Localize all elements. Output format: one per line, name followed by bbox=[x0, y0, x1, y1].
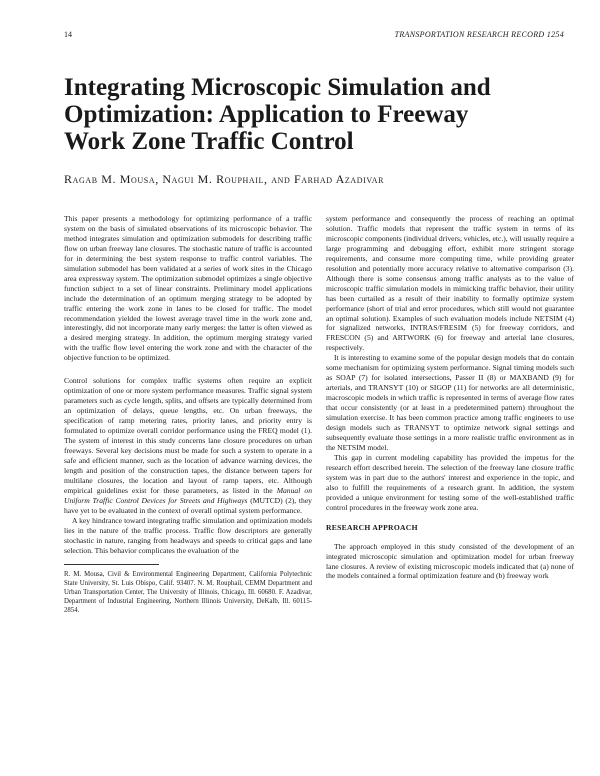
body-paragraph: A key hindrance toward integrating traffic simulation and optimization models lies in the nature of the traffic process. Traffic flow descriptors are generally stochastic in nature, ranging from headways and speeds to critical gaps and lane selection. This behavior complicates the evaluation of the bbox=[64, 515, 312, 555]
title-line: Integrating Microscopic Simulation and bbox=[64, 74, 491, 101]
manual-title: Manual on Uniform Traffic Control Devices for Streets and Highways bbox=[64, 485, 312, 505]
journal-header: TRANSPORTATION RESEARCH RECORD 1254 bbox=[394, 30, 564, 39]
title-line: Optimization: Application to Freeway bbox=[64, 101, 469, 128]
footnote-divider bbox=[64, 564, 159, 565]
section-heading: RESEARCH APPROACH bbox=[326, 522, 418, 532]
abstract: This paper presents a methodology for optimizing performance of a traffic system on the basis of simulated observations of its microscopic behavior. The method integrates simulation and optimization submodels for describing traffic flow on urban freeway lane closures. The stochastic nature of traffic is accounted for in determining the best system response to traffic control variables. The simulation submodel has been validated at a series of work sites in the Chicago area expressway system. The optimization submodel optimizes a single objective function subject to a set of linear constraints. Preliminary model applications include the determination of an optimum merging strategy to be adopted by traffic entering the work zone in lanes to be closed for traffic. The model recommendation yielded the lowest average travel time in the work zone and, interestingly, did not incorporate many early merges: the latter is often viewed as a desired merging strategy. In addition, the optimum merging strategy varied with the traffic flow level entering the work zone and with the character of the objective function to be optimized. bbox=[64, 214, 312, 363]
page-number: 14 bbox=[64, 30, 72, 39]
left-column bbox=[64, 214, 312, 616]
paper-title bbox=[64, 74, 564, 155]
paragraph-text: (MUTCD) (2), they have yet to be evaluated in the context of overall optimal system performance. bbox=[64, 495, 312, 515]
author-affiliation-footnote: R. M. Mousa, Civil & Environmental Engineering Department, California Polytechnic State University, St. Luis Obispo, Calif. 93407. N. M. Rouphail, CEMM Department and Urban Transportation Center, The University of Illinois, Chicago, Ill. 60680. F. Azadivar, Department of Industrial Engineering, Northern Illinois University, DeKalb, Ill. 60115-2854. bbox=[64, 571, 312, 615]
body-paragraph: This gap in current modeling capability has provided the impetus for the research effort described herein. The selection of the freeway lane closure traffic system was in part due to the authors' interest and experience in the topic, and also to fulfill the requirements of a research grant. In addition, the system provided a unique environment for testing some of the well-established traffic control procedures in the freeway work zone area. bbox=[326, 452, 574, 512]
paragraph-text: Control solutions for complex traffic systems often require an explicit optimization of one or more system performance measures. Traffic signal system parameters such as cycle length, splits, and offsets are typically determined from an optimization of delays, queue lengths, etc. On urban freeways, the specification of ramp metering rates, priority lanes, and priority entry is formulated to optimize overall corridor performance using the FREQ model (1). The system of interest in this study concerns lane closure procedures on urban freeways. Several key decisions must be made for such a system to operate in a safe and efficient manner, such as the location of advance warning devices, the length and position of the construction tapes, the distance between tapers for multilane closures, the location and layout of ramp tapers, etc. Although empirical guidelines exist for these parameters, as listed in the bbox=[64, 376, 312, 495]
intro-paragraph bbox=[64, 376, 312, 515]
body-paragraph: The approach employed in this study consisted of the development of an integrated microscopic simulation and optimization model for urban freeway lane closures. A review of existing microscopic models indicated that (a) none of the models contained a formal optimization feature and (b) freeway work bbox=[326, 541, 574, 581]
title-line: Work Zone Traffic Control bbox=[64, 128, 354, 155]
author-list: Ragab M. Mousa, Nagui M. Rouphail, and Farhad Azadivar bbox=[64, 172, 385, 186]
right-column bbox=[326, 214, 574, 581]
body-paragraph: It is interesting to examine some of the popular design models that do contain some mechanism for optimizing system performance. Signal timing models such as SOAP (7) for isolated intersections, Passer II (8) or MAXBAND (9) for arterials, and TRANSYT (10) or SIGOP (11) for networks are all deterministic, macroscopic models in which traffic is represented in terms of average flow rates that occur consistently (or at least in a predetermined pattern) throughout the simulation exercise. It has been common practice among traffic engineers to use design models such as TRANSYT to optimize network signal settings and subsequently evaluate those settings in a more realistic traffic environment as in the NETSIM model. bbox=[326, 353, 574, 452]
body-paragraph: system performance and consequently the process of reaching an optimal solution. Traffic models that represent the traffic system in terms of its microscopic components (individual drivers, vehicles, etc.), will usually require a large programming and debugging effort, exhibit more stringent storage requirements, and consume more computing time, while providing greater resolution and potentially more accuracy relative to alternative comparison (3). Although there is some consensus among traffic analysts as to the value of microscopic traffic simulation models in mimicking traffic behavior, their utility has been curtailed as a result of their inability to formally optimize system performance (short of trial and error procedures, which still would not guarantee an optimal solution). Examples of such evaluation models include NETSIM (4) for signalized networks, INTRAS/FRESIM (5) for freeway corridors, and FRESCON (5) and ARTWORK (6) for freeway and arterial lane closures, respectively. bbox=[326, 214, 574, 353]
